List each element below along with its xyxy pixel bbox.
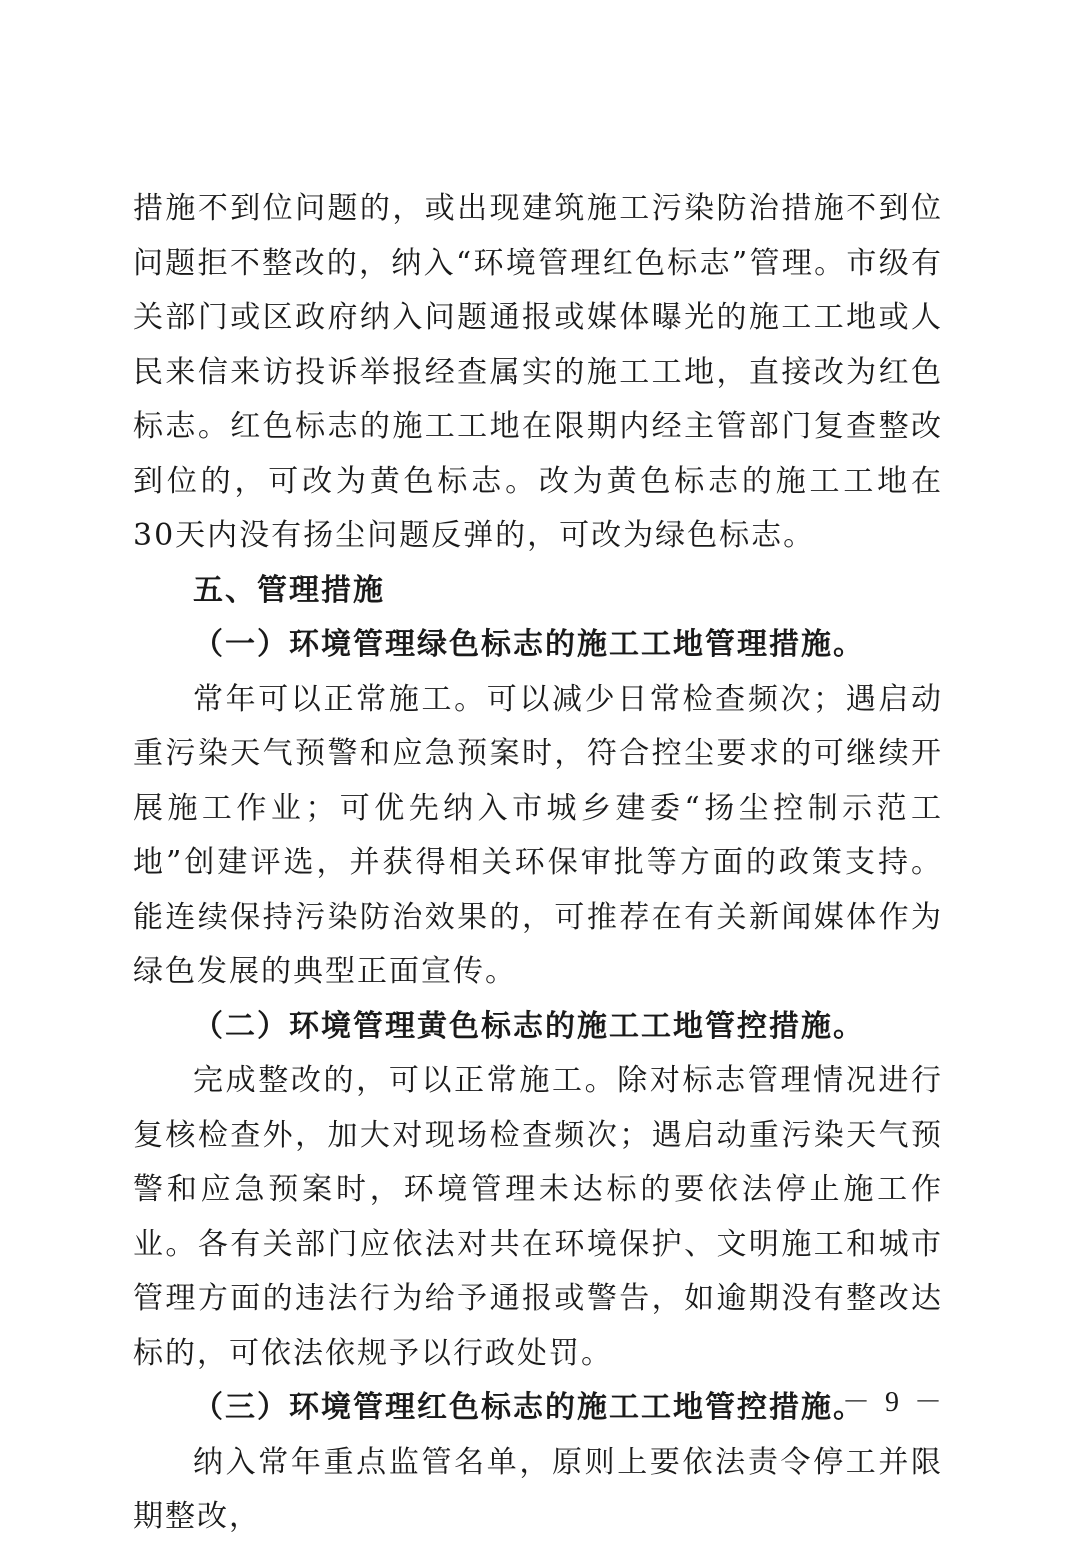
subheading-red-sign-measures: （三）环境管理红色标志的施工工地管控措施。	[193, 1390, 865, 1425]
subheading-green-sign-measures: （一）环境管理绿色标志的施工工地管理措施。	[193, 627, 865, 662]
section-heading-management-measures: 五、管理措施	[193, 572, 385, 608]
paragraph-red-sign-measures: 纳入常年重点监管名单，原则上要依法责令停工并限期整改，	[133, 1444, 943, 1534]
paragraph-green-sign-measures: 常年可以正常施工。可以减少日常检查频次；遇启动重污染天气预警和应急预案时，符合控尘要求的可继续开展施工作业；可优先纳入市城乡建委“扬尘控制示范工地”创建评选，并获得相关环保审批等方面的政策支持。能连续保持污染防治效果的，可推荐在有关新闻媒体作为绿色发展的典型正面宣传。	[133, 681, 943, 989]
paragraph-red-sign-continuation: 措施不到位问题的，或出现建筑施工污染防治措施不到位问题拒不整改的，纳入“环境管理红色标志”管理。市级有关部门或区政府纳入问题通报或媒体曝光的施工工地或人民来信来访投诉举报经查属实的施工工地，直接改为红色标志。红色标志的施工工地在限期内经主管部门复查整改到位的，可改为黄色标志。改为黄色标志的施工工地在30天内没有扬尘问题反弹的，可改为绿色标志。	[133, 191, 943, 553]
document-body	[133, 182, 943, 1545]
page-number: － 9 －	[841, 1387, 946, 1418]
subheading-yellow-sign-measures: （二）环境管理黄色标志的施工工地管控措施。	[193, 1008, 865, 1044]
paragraph-yellow-sign-measures: 完成整改的，可以正常施工。除对标志管理情况进行复核检查外，加大对现场检查频次；遇启动重污染天气预警和应急预案时，环境管理未达标的要依法停止施工作业。各有关部门应依法对共在环境保护、文明施工和城市管理方面的违法行为给予通报或警告，如逾期没有整改达标的，可依法依规予以行政处罚。	[133, 1063, 943, 1371]
